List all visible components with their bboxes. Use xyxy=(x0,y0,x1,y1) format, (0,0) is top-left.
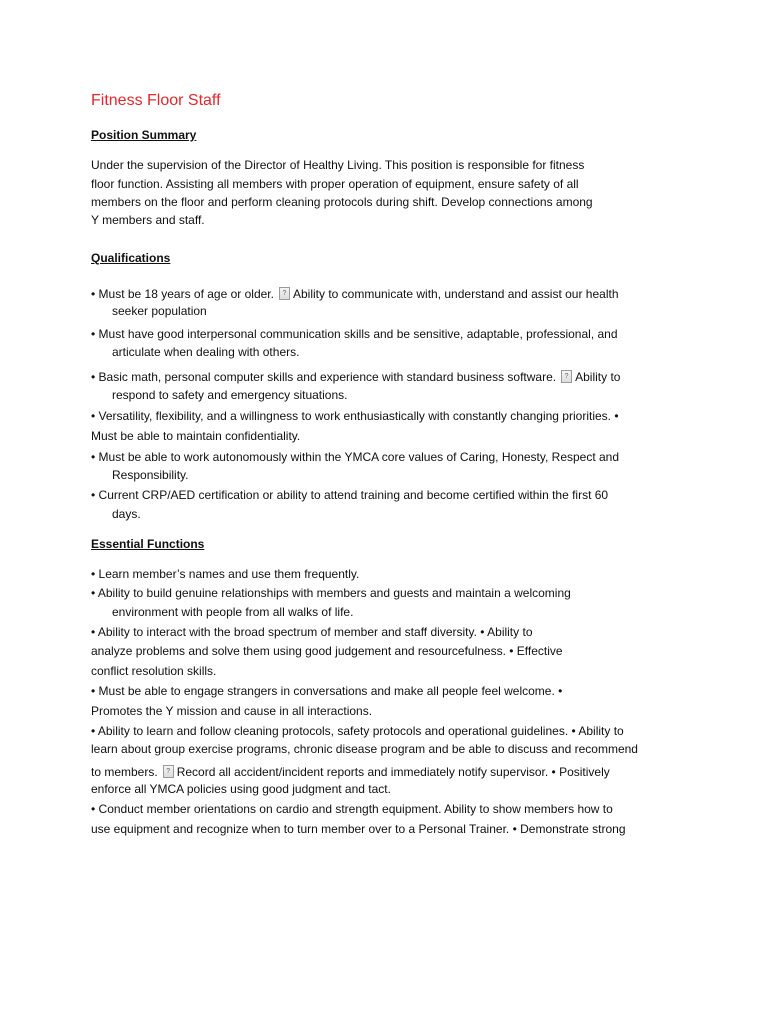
qualification-text: Ability to xyxy=(575,370,621,384)
document-title: Fitness Floor Staff xyxy=(91,92,221,109)
function-line: Promotes the Y mission and cause in all interactions. xyxy=(91,704,373,718)
qualification-text: Ability to communicate with, understand and assist our health xyxy=(292,287,619,301)
qualification-continuation: respond to safety and emergency situations. xyxy=(112,388,348,402)
function-line: • Ability to interact with the broad spectrum of member and staff diversity. • Ability to xyxy=(91,625,533,639)
qualification-item xyxy=(91,287,619,301)
function-text: Record all accident/incident reports and immediately notify supervisor. • Positively xyxy=(176,765,610,779)
qualification-item: • Versatility, flexibility, and a willingness to work enthusiastically with constantly changing priorities. • xyxy=(91,409,619,423)
function-line: enforce all YMCA policies using good judgment and tact. xyxy=(91,782,391,796)
function-line: • Learn member’s names and use them frequently. xyxy=(91,567,360,581)
qualification-item xyxy=(91,370,620,384)
essential-functions-heading: Essential Functions xyxy=(91,537,205,551)
position-summary-heading: Position Summary xyxy=(91,128,197,142)
summary-line: Y members and staff. xyxy=(91,213,205,227)
summary-line: Under the supervision of the Director of Healthy Living. This position is responsible for fitness xyxy=(91,158,585,172)
qualification-continuation: days. xyxy=(112,507,141,521)
function-text: to members. xyxy=(91,765,158,779)
qualification-continuation: Responsibility. xyxy=(112,468,189,482)
qualification-item: • Current CRP/AED certification or ability to attend training and become certified within the first 60 xyxy=(91,488,609,502)
function-line: • Ability to learn and follow cleaning protocols, safety protocols and operational guidelines. • Ability to xyxy=(91,724,624,738)
function-line xyxy=(91,765,610,779)
function-line: analyze problems and solve them using good judgement and resourcefulness. • Effective xyxy=(91,644,563,658)
qualification-continuation: Must be able to maintain confidentiality. xyxy=(91,429,301,443)
function-line: • Must be able to engage strangers in conversations and make all people feel welcome. • xyxy=(91,684,563,698)
summary-line: members on the floor and perform cleaning protocols during shift. Develop connections among xyxy=(91,195,593,209)
qualifications-heading: Qualifications xyxy=(91,251,171,265)
qualification-text: • Must be 18 years of age or older. xyxy=(91,287,274,301)
missing-glyph-icon: ? xyxy=(279,287,290,300)
function-line: environment with people from all walks of life. xyxy=(112,605,354,619)
function-line: • Ability to build genuine relationships with members and guests and maintain a welcoming xyxy=(91,586,571,600)
missing-glyph-icon: ? xyxy=(561,370,572,383)
function-line: conflict resolution skills. xyxy=(91,664,217,678)
qualification-text: • Basic math, personal computer skills and experience with standard business software. xyxy=(91,370,557,384)
function-line: learn about group exercise programs, chronic disease program and be able to discuss and recommend xyxy=(91,742,638,756)
missing-glyph-icon: ? xyxy=(163,765,174,778)
qualification-item: • Must have good interpersonal communication skills and be sensitive, adaptable, professional, and xyxy=(91,327,618,341)
summary-line: floor function. Assisting all members with proper operation of equipment, ensure safety of all xyxy=(91,177,579,191)
function-line: use equipment and recognize when to turn member over to a Personal Trainer. • Demonstrate strong xyxy=(91,822,626,836)
qualification-item: • Must be able to work autonomously within the YMCA core values of Caring, Honesty, Respect and xyxy=(91,450,620,464)
qualification-continuation: seeker population xyxy=(112,304,207,318)
qualification-continuation: articulate when dealing with others. xyxy=(112,345,300,359)
function-line: • Conduct member orientations on cardio and strength equipment. Ability to show members how to xyxy=(91,802,613,816)
